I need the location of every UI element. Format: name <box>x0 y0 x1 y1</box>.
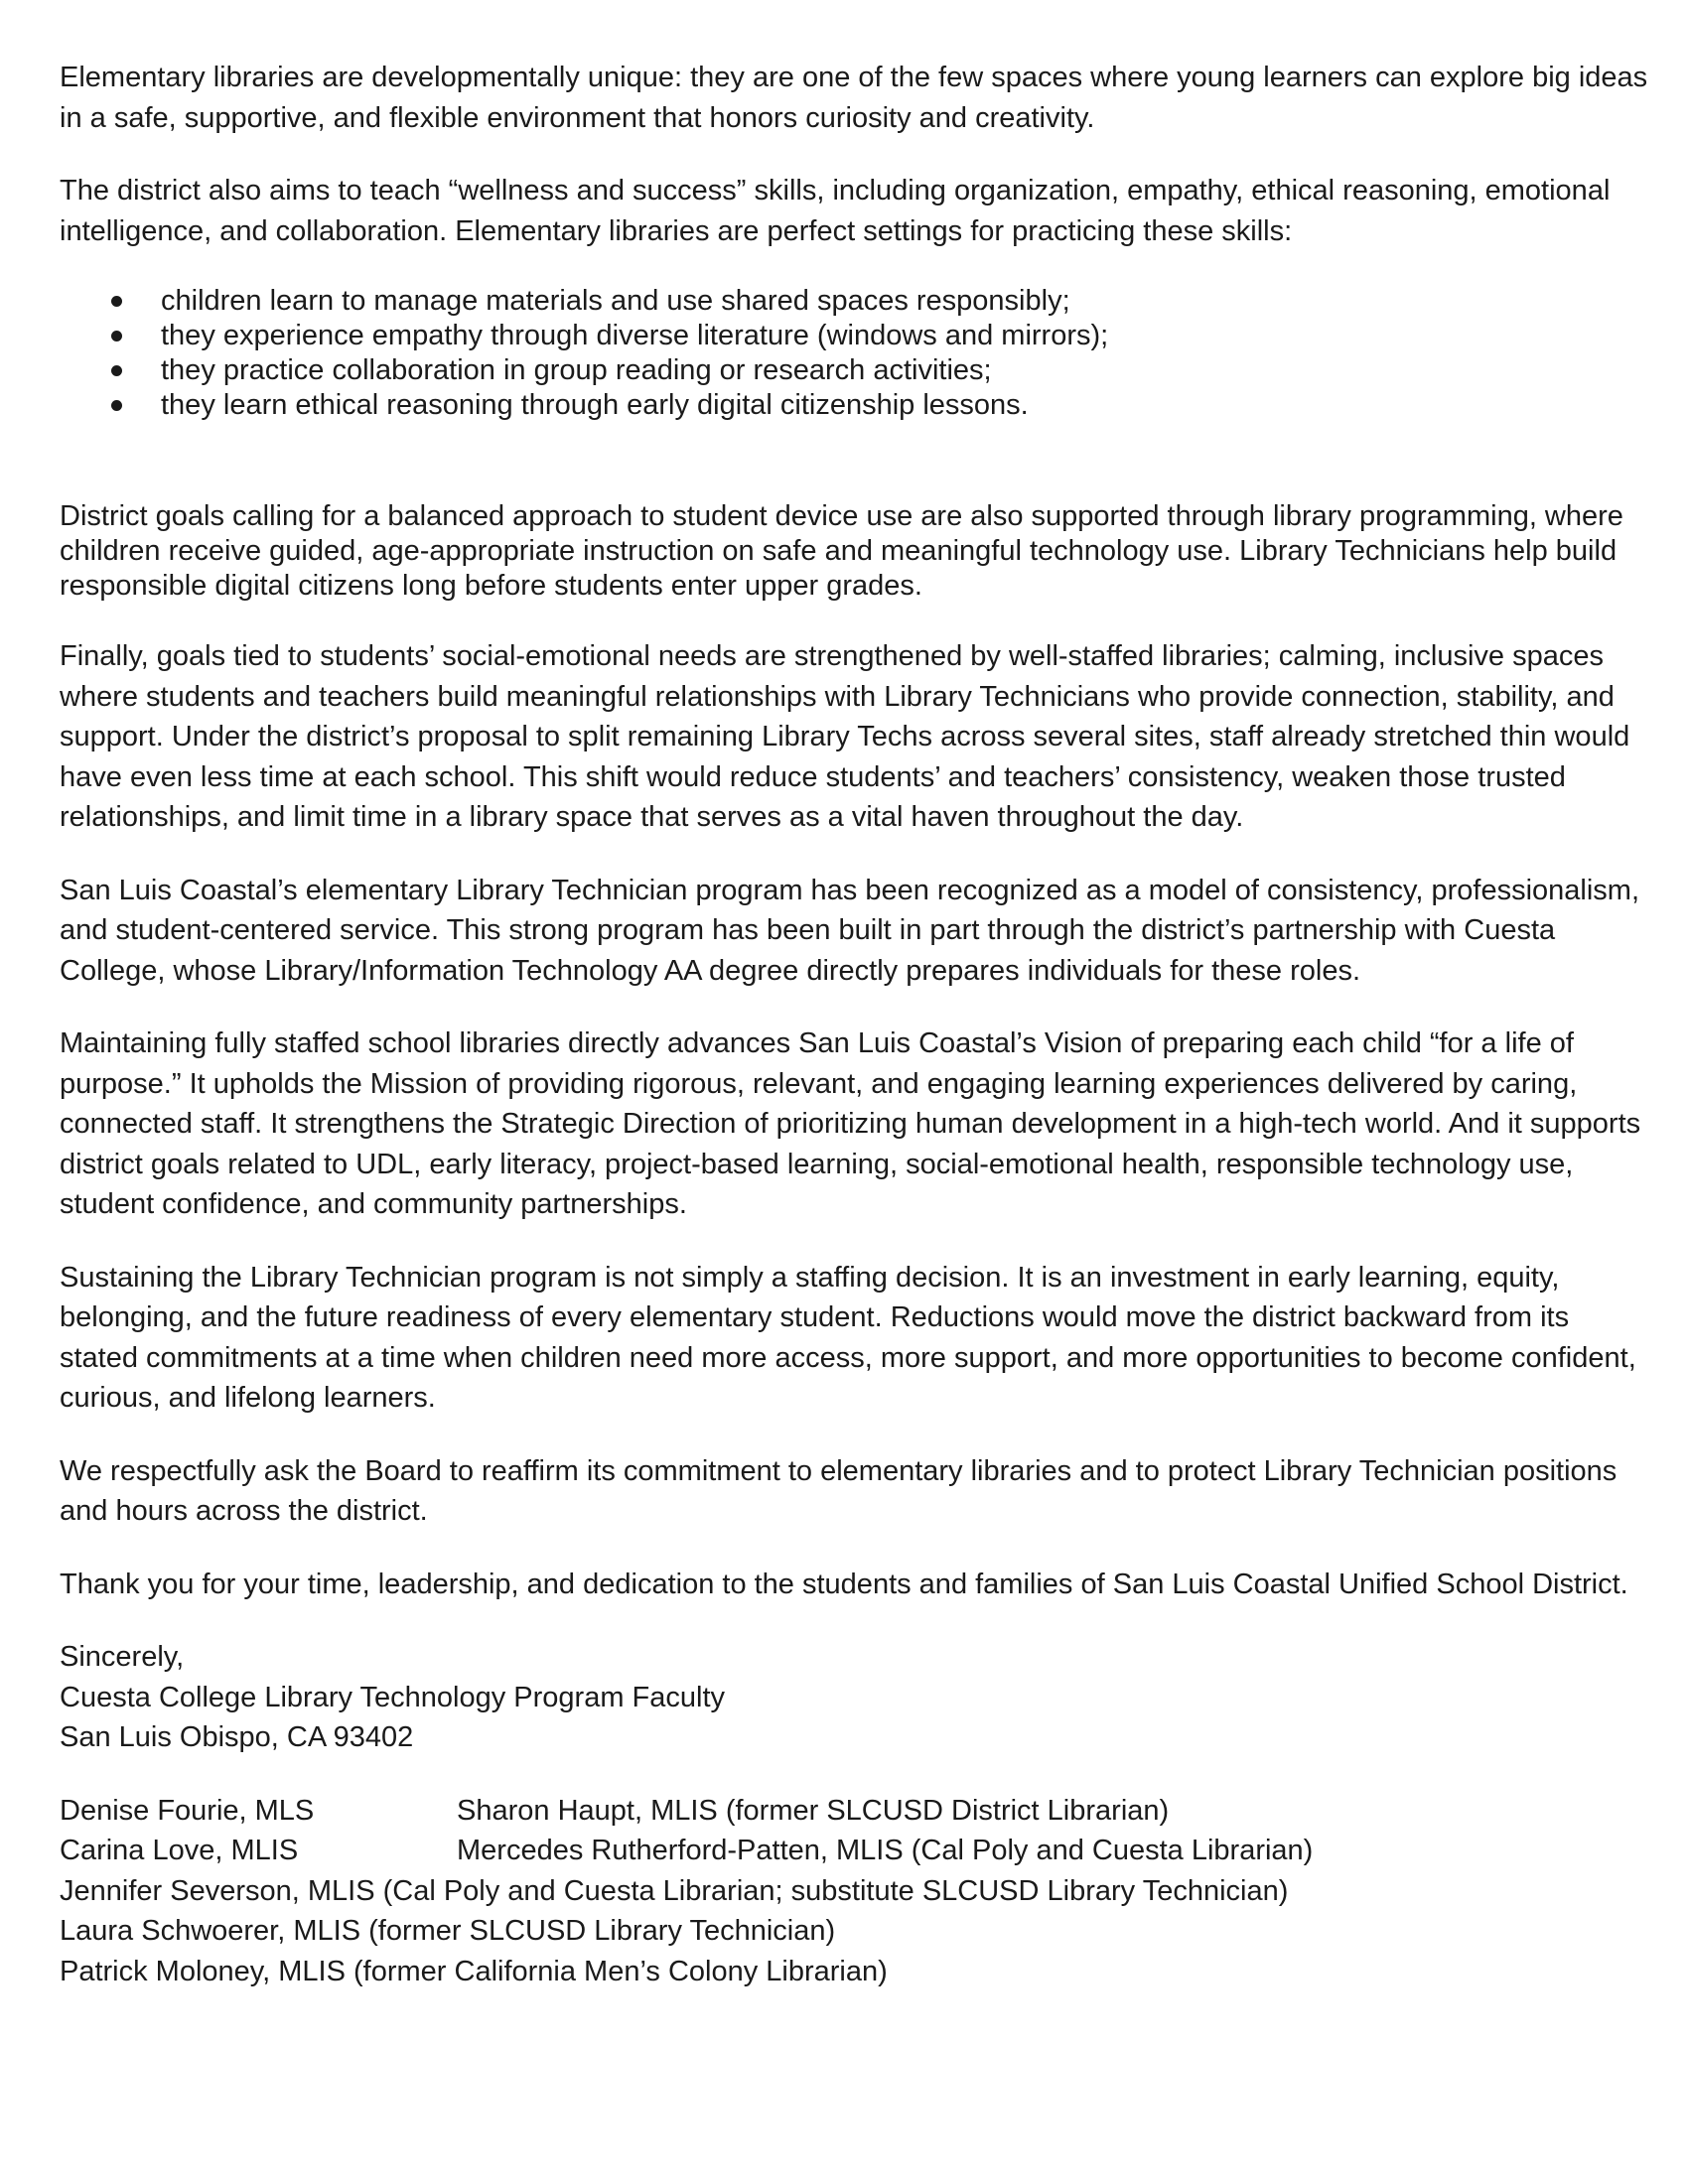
list-item: they practice collaboration in group reading or research activities; <box>111 353 1648 388</box>
signatory-row <box>60 1952 1648 1992</box>
organization-location: San Luis Obispo, CA 93402 <box>60 1721 414 1753</box>
paragraph-request: We respectfully ask the Board to reaffirm its commitment to elementary libraries and to protect Library Technician positions and hours across the district. <box>60 1454 1618 1527</box>
signatory-row <box>60 1791 1648 1832</box>
signatory-name: Denise Fourie, MLS <box>60 1794 315 1827</box>
letter-page <box>60 58 1648 1991</box>
paragraph-device-use: District goals calling for a balanced approach to student device use are also supported through library programming, where children receive guided, age-appropriate instruction on safe and meaningful technology use. Library Technicians help build responsible digital citizens long before students enter upper grades. <box>60 500 1623 602</box>
organization-name: Cuesta College Library Technology Program Faculty <box>60 1681 726 1713</box>
list-item: they experience empathy through diverse literature (windows and mirrors); <box>111 319 1648 353</box>
signatory-name: Patrick Moloney, MLIS (former California Men’s Colony Librarian) <box>60 1955 888 1987</box>
signatory-row <box>60 1831 1648 1871</box>
paragraph-vision-mission: Maintaining fully staffed school libraries directly advances San Luis Coastal’s Vision of preparing each child “for a life of purpose.” It upholds the Mission of providing rigorous, relevant, and engaging learning experiences delivered by caring, connected staff. It strengthens the Strategic Direction of prioritizing human development in a high-tech world. And it supports district goals related to UDL, early literacy, project-based learning, social-emotional health, responsible technology use, student confidence, and community partnerships. <box>60 1027 1641 1220</box>
paragraph-libraries-unique: Elementary libraries are developmentally unique: they are one of the few spaces where young learners can explore big ideas in a safe, supportive, and flexible environment that honors curiosity and creativity. <box>60 62 1648 134</box>
bullet-icon <box>111 331 122 341</box>
paragraph-social-emotional: Finally, goals tied to students’ social-emotional needs are strengthened by well-staffed libraries; calming, inclusive spaces where students and teachers build meaningful relationships with Library Technicians who provide connection, stability, and support. Under the district’s proposal to split remaining Library Techs across several sites, staff already stretched thin would have even less time at each school. This shift would reduce students’ and teachers’ consistency, weaken those trusted relationships, and limit time in a library space that serves as a vital haven throughout the day. <box>60 640 1630 833</box>
salutation: Sincerely, <box>60 1641 185 1673</box>
signatory-list <box>60 1791 1648 1992</box>
bullet-icon <box>111 365 122 376</box>
skills-bullet-list <box>60 284 1648 423</box>
bullet-icon <box>111 400 122 411</box>
list-item: children learn to manage materials and use shared spaces responsibly; <box>111 284 1648 319</box>
signatory-name: Laura Schwoerer, MLIS (former SLCUSD Library Technician) <box>60 1915 836 1947</box>
bullet-icon <box>111 296 122 307</box>
paragraph-thanks: Thank you for your time, leadership, and dedication to the students and families of San Luis Coastal Unified School District. <box>60 1568 1628 1600</box>
spacer <box>60 423 1648 499</box>
signatory-name: Jennifer Severson, MLIS (Cal Poly and Cuesta Librarian; substitute SLCUSD Library Technician) <box>60 1874 1289 1907</box>
paragraph-program-recognition: San Luis Coastal’s elementary Library Technician program has been recognized as a model of consistency, professionalism, and student-centered service. This strong program has been built in part through the district’s partnership with Cuesta College, whose Library/Information Technology AA degree directly prepares individuals for these roles. <box>60 874 1640 987</box>
signatory-name: Mercedes Rutherford-Patten, MLIS (Cal Poly and Cuesta Librarian) <box>457 1835 1314 1866</box>
signatory-row <box>60 1871 1648 1912</box>
paragraph-wellness-skills: The district also aims to teach “wellness and success” skills, including organization, empathy, ethical reasoning, emotional intelligence, and collaboration. Elementary libraries are perfect settings for practicing these skills: <box>60 175 1611 247</box>
signatory-name: Sharon Haupt, MLIS (former SLCUSD District Librarian) <box>457 1794 1170 1827</box>
closing-block <box>60 1637 1648 1758</box>
signatory-row <box>60 1911 1648 1952</box>
list-item: they learn ethical reasoning through early digital citizenship lessons. <box>111 388 1648 423</box>
signatory-name: Carina Love, MLIS <box>60 1835 299 1866</box>
paragraph-investment: Sustaining the Library Technician program is not simply a staffing decision. It is an investment in early learning, equity, belonging, and the future readiness of every elementary student. Reductions would move the district backward from its stated commitments at a time when children need more access, more support, and more opportunities to become confident, curious, and lifelong learners. <box>60 1261 1636 1414</box>
